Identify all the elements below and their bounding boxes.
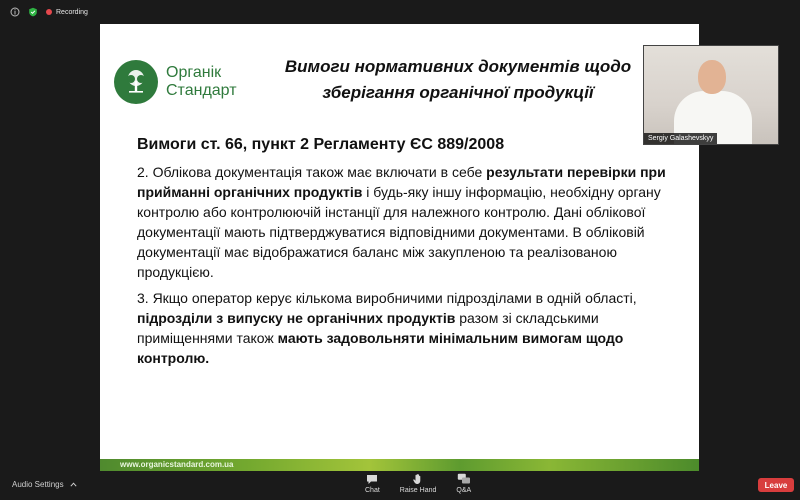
paragraph-3-text-c: разом зі складськими приміщеннями також (137, 310, 599, 346)
qa-icon (457, 473, 471, 485)
audio-settings-label: Audio Settings (12, 480, 64, 489)
audio-settings-button[interactable] (12, 480, 77, 489)
logo-text (166, 64, 237, 100)
organic-standard-logo (114, 60, 237, 104)
paragraph-3-bold-2: мають задовольняти мінімальним вимогам щодо контролю. (137, 330, 624, 366)
participant-video-tile[interactable] (643, 45, 779, 145)
participant-head (698, 60, 726, 94)
recording-dot-icon (46, 9, 52, 15)
meeting-controls-bar (0, 471, 800, 500)
chat-label: Chat (365, 487, 380, 494)
tree-logo-icon (114, 60, 158, 104)
chevron-up-icon[interactable] (70, 480, 77, 489)
slide-title: Вимоги нормативних документів щодо зберігання органічної продукції (284, 57, 632, 102)
chat-icon (365, 473, 379, 485)
recording-label: Recording (56, 8, 88, 16)
paragraph-3-bold-1: підрозділи з випуску не органічних продуктів (137, 310, 456, 326)
raise-hand-label: Raise Hand (399, 487, 437, 494)
presentation-slide (100, 24, 699, 471)
shared-screen-area (0, 24, 800, 471)
participant-name-tag: Sergiy Galashevskyy (644, 133, 717, 144)
meeting-topbar (0, 0, 800, 24)
footer-url: www.organicstandard.com.ua (120, 460, 234, 469)
paragraph-2-text-a: 2. Облікова документація також має включати в себе (137, 164, 487, 180)
chat-button[interactable] (365, 473, 380, 494)
qa-button[interactable] (456, 473, 471, 494)
paragraph-3-text-a: 3. Якщо оператор керує кількома виробничими підрозділами в одній області, (137, 290, 637, 306)
logo-line-1: Органік (166, 64, 222, 81)
paragraph-3 (137, 288, 677, 368)
info-icon[interactable] (10, 7, 20, 17)
qa-label: Q&A (456, 487, 472, 494)
slide-subtitle: Вимоги ст. 66, пункт 2 Регламенту ЄС 889/2008 (137, 136, 505, 153)
paragraph-2-bold: результати перевірки при прийманні органічних продуктів (137, 164, 666, 200)
raise-hand-icon (411, 473, 425, 485)
logo-line-2: Стандарт (166, 82, 237, 99)
recording-indicator (46, 9, 88, 16)
encryption-shield-icon[interactable] (28, 7, 38, 17)
center-controls (365, 473, 471, 494)
leave-button[interactable]: Leave (758, 478, 794, 492)
raise-hand-button[interactable] (400, 473, 437, 494)
paragraph-2 (137, 162, 677, 282)
paragraph-2-text-c: і будь-яку іншу інформацію, необхідну органу контролю або контролюючій інстанції для належного контролю. Дані облікової документації мають підтверджуватися відповідними документами. В обліковій документації має відображатися баланс між закупленою та реалізованою продукцією. (137, 184, 661, 280)
